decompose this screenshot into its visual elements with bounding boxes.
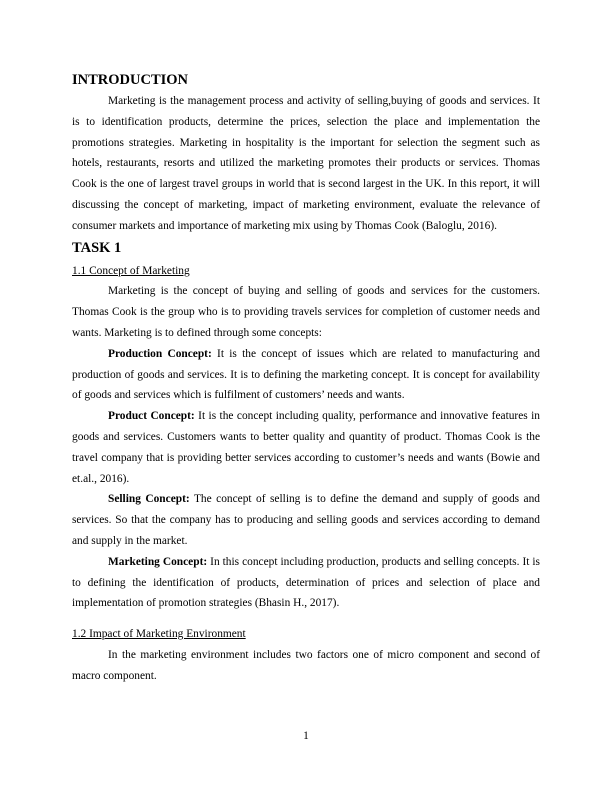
production-concept-label: Production Concept: bbox=[108, 347, 212, 360]
selling-concept-label: Selling Concept: bbox=[108, 493, 190, 506]
section-1-2-title: 1.2 Impact of Marketing Environment bbox=[72, 628, 246, 641]
selling-concept-text: The concept of selling is to define the demand and supply of goods and services. So that the company has to producing and selling goods and services according to demand and supply in the market. bbox=[72, 493, 540, 547]
production-concept-paragraph bbox=[72, 344, 540, 406]
section-1-1-intro: Marketing is the concept of buying and selling of goods and services for the customers. Thomas Cook is the group who is to providing travels services for completion of customer needs and wants. Marketing is to defined through some concepts: bbox=[72, 285, 540, 339]
page-number: 1 bbox=[303, 730, 309, 742]
marketing-concept-text: In this concept including production, products and selling concepts. It is to defining the identification of products, determination of prices and selection of place and implementation of promotion strategies (Bhasin H., 2017). bbox=[72, 555, 540, 610]
task-1-heading: TASK 1 bbox=[72, 239, 122, 256]
product-concept-paragraph bbox=[72, 406, 540, 489]
introduction-heading: INTRODUCTION bbox=[72, 72, 189, 88]
marketing-concept-paragraph bbox=[72, 552, 540, 614]
marketing-concept-label: Marketing Concept: bbox=[108, 555, 208, 568]
section-1-1-title: 1.1 Concept of Marketing bbox=[72, 264, 190, 277]
introduction-paragraph: Marketing is the management process and activity of selling,buying of goods and services. It is to identification products, determine the prices, selection the place and implementation the promotions strategies. Marketing in hospitality is the important for selection the segment such as hotels, restaurants, resorts and utilized the marketing promotes their products or services. Thomas Cook is the one of largest travel groups in world that is second largest in the UK. In this report, it will discussing the concept of marketing, impact of marketing environment, evaluate the relevance of consumer markets and importance of marketing mix using by Thomas Cook (Baloglu, 2016). bbox=[72, 95, 540, 232]
product-concept-label: Product Concept: bbox=[108, 410, 195, 423]
selling-concept-paragraph bbox=[72, 489, 540, 551]
section-1-2-paragraph: In the marketing environment includes two factors one of micro component and second of macro component. bbox=[72, 648, 540, 682]
product-concept-text: It is the concept including quality, performance and innovative features in goods and services. Customers wants to better quality and quantity of product. Thomas Cook is the travel company that is providing better services according to customer’s needs and wants (Bowie and et.al., 2016). bbox=[72, 410, 540, 485]
production-concept-text: It is the concept of issues which are related to manufacturing and production of goods and services. It is to defining the marketing concept. It is concept for availability of goods and services which is fulfilment of customers’ needs and wants. bbox=[72, 347, 541, 402]
document-page bbox=[72, 70, 540, 687]
